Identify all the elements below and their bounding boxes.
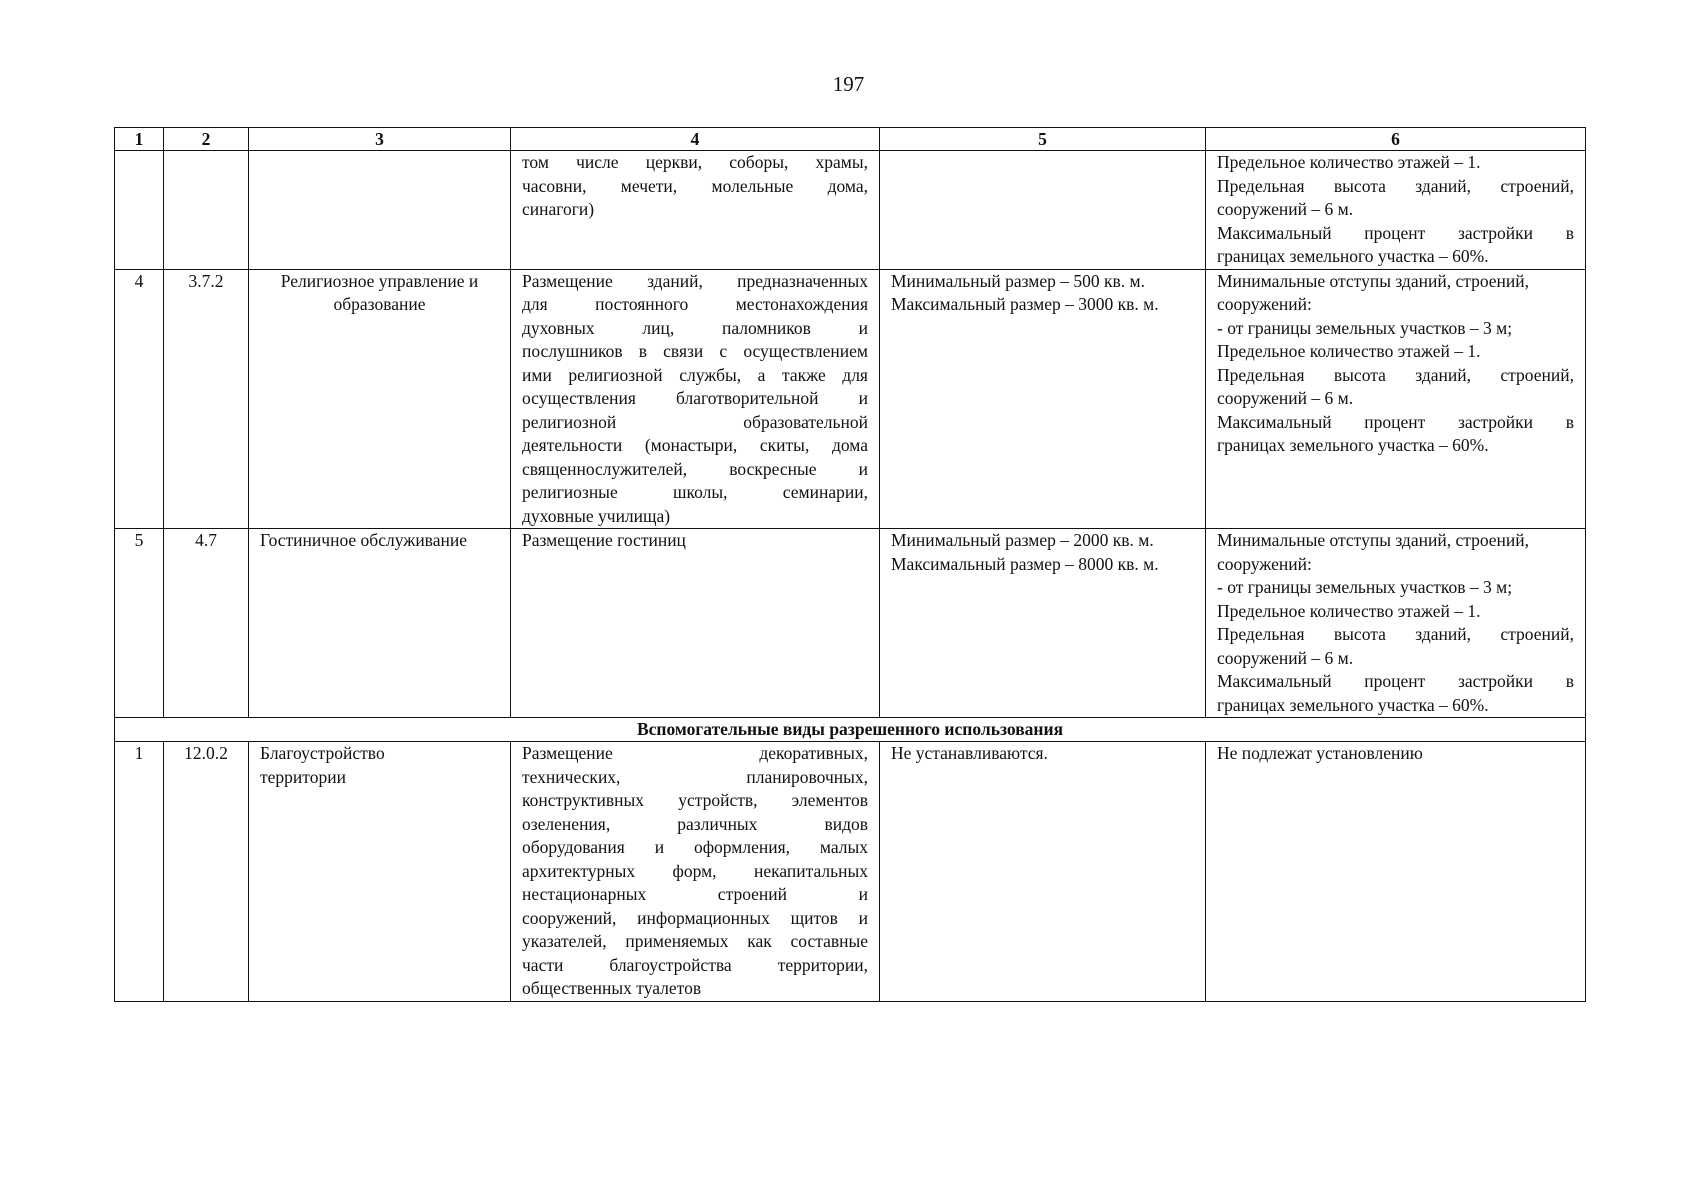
text-line: границах земельного участка – 60%. (1217, 435, 1489, 455)
text-line: сооружений: (1217, 553, 1312, 574)
text-line: Размещение декоративных, (522, 743, 868, 763)
text-line: часовни, мечети, молельные дома, (522, 175, 868, 196)
text-line: сооружений – 6 м. (1217, 647, 1354, 668)
build-parameters (1206, 151, 1586, 270)
text-line: Максимальный процент застройки в (1217, 222, 1574, 243)
text-line: сооружений – 6 м. (1217, 388, 1354, 408)
use-description (511, 742, 880, 1002)
text-line: Предельная высота зданий, строений, (1217, 364, 1574, 385)
text-line: части благоустройства территории, (522, 954, 868, 975)
text-line: Благоустройство (260, 743, 385, 763)
use-code: 12.0.2 (164, 742, 249, 1002)
text-line: Максимальный процент застройки в (1217, 671, 1574, 691)
text-line: священнослужителей, воскресные и (522, 458, 868, 479)
text-line: границах земельного участка – 60%. (1217, 246, 1489, 266)
table-row (115, 151, 1586, 270)
use-code: 4.7 (164, 529, 249, 718)
text-line: Предельное количество этажей – 1. (1217, 152, 1481, 172)
row-number: 4 (115, 269, 164, 529)
column-number-row (115, 128, 1586, 151)
table-row (115, 269, 1586, 529)
row-number: 1 (115, 742, 164, 1002)
table-row (115, 742, 1586, 1002)
text-line: духовных лиц, паломников и (522, 317, 868, 338)
text-line: сооружений – 6 м. (1217, 199, 1354, 219)
use-description (511, 529, 880, 718)
plot-size (880, 529, 1206, 718)
use-code (164, 151, 249, 270)
text-line: осуществления благотворительной и (522, 388, 868, 408)
column-header: 3 (249, 128, 511, 151)
column-header: 1 (115, 128, 164, 151)
column-header: 6 (1206, 128, 1586, 151)
text-line: Размещение зданий, предназначенных (522, 270, 868, 291)
text-line: границах земельного участка – 60%. (1217, 694, 1489, 715)
row-number: 5 (115, 529, 164, 718)
text-line: Предельное количество этажей – 1. (1217, 341, 1481, 361)
build-parameters (1206, 269, 1586, 529)
text-line: Предельное количество этажей – 1. (1217, 600, 1481, 621)
use-name (249, 151, 511, 270)
text-line: Минимальный размер – 500 кв. м. (891, 270, 1145, 291)
text-line: религиозной образовательной (522, 411, 868, 432)
text-line: территории (260, 766, 346, 787)
text-line: сооружений, информационных щитов и (522, 907, 868, 928)
column-header: 5 (880, 128, 1206, 151)
text-line: Максимальный размер – 8000 кв. м. (891, 553, 1159, 574)
text-line: - от границы земельных участков – 3 м; (1217, 317, 1513, 338)
build-parameters (1206, 529, 1586, 718)
text-line: том числе церкви, соборы, храмы, (522, 152, 868, 172)
text-line: оборудования и оформления, малых (522, 837, 868, 857)
text-line: духовные училища) (522, 505, 671, 526)
text-line: деятельности (монастыри, скиты, дома (522, 435, 868, 455)
land-use-table (114, 127, 1586, 1002)
text-line: Минимальный размер – 2000 кв. м. (891, 530, 1154, 550)
row-number (115, 151, 164, 270)
text-line: архитектурных форм, некапитальных (522, 860, 868, 881)
column-header: 4 (511, 128, 880, 151)
text-line: - от границы земельных участков – 3 м; (1217, 577, 1513, 597)
text-line: послушников в связи с осуществлением (522, 341, 868, 361)
text-line: Минимальные отступы зданий, строений, (1217, 270, 1530, 291)
plot-size (880, 151, 1206, 270)
text-line: Религиозное управление и (280, 270, 479, 291)
text-line: Максимальный процент застройки в (1217, 411, 1574, 432)
use-code: 3.7.2 (164, 269, 249, 529)
text-line: озеленения, различных видов (522, 813, 868, 834)
text-line: Гостиничное обслуживание (260, 530, 467, 550)
text-line: синагоги) (522, 199, 595, 219)
table-row (115, 529, 1586, 718)
build-parameters (1206, 742, 1586, 1002)
text-line: для постоянного местонахождения (522, 294, 868, 314)
text-line: Минимальные отступы зданий, строений, (1217, 530, 1530, 550)
text-line: общественных туалетов (522, 978, 702, 998)
text-line: Предельная высота зданий, строений, (1217, 175, 1574, 196)
text-line: религиозные школы, семинарии, (522, 482, 868, 502)
use-description (511, 269, 880, 529)
section-title: Вспомогательные виды разрешенного использования (115, 718, 1586, 742)
text-line: технических, планировочных, (522, 766, 868, 787)
text-line: Не подлежат установлению (1217, 743, 1423, 763)
text-line: ими религиозной службы, а также для (522, 364, 868, 385)
use-name (249, 269, 511, 529)
page-number: 197 (832, 72, 865, 96)
text-line: конструктивных устройств, элементов (522, 790, 868, 810)
column-header: 2 (164, 128, 249, 151)
text-line: Не устанавливаются. (891, 743, 1048, 763)
plot-size (880, 742, 1206, 1002)
use-name (249, 742, 511, 1002)
plot-size (880, 269, 1206, 529)
section-row (115, 718, 1586, 742)
text-line: Размещение гостиниц (522, 530, 686, 550)
use-description (511, 151, 880, 270)
text-line: указателей, применяемых как составные (522, 931, 868, 951)
use-name (249, 529, 511, 718)
text-line: Предельная высота зданий, строений, (1217, 624, 1574, 644)
text-line: Максимальный размер – 3000 кв. м. (891, 294, 1159, 314)
text-line: образование (333, 294, 426, 314)
text-line: нестационарных строений и (522, 884, 868, 904)
text-line: сооружений: (1217, 294, 1312, 314)
